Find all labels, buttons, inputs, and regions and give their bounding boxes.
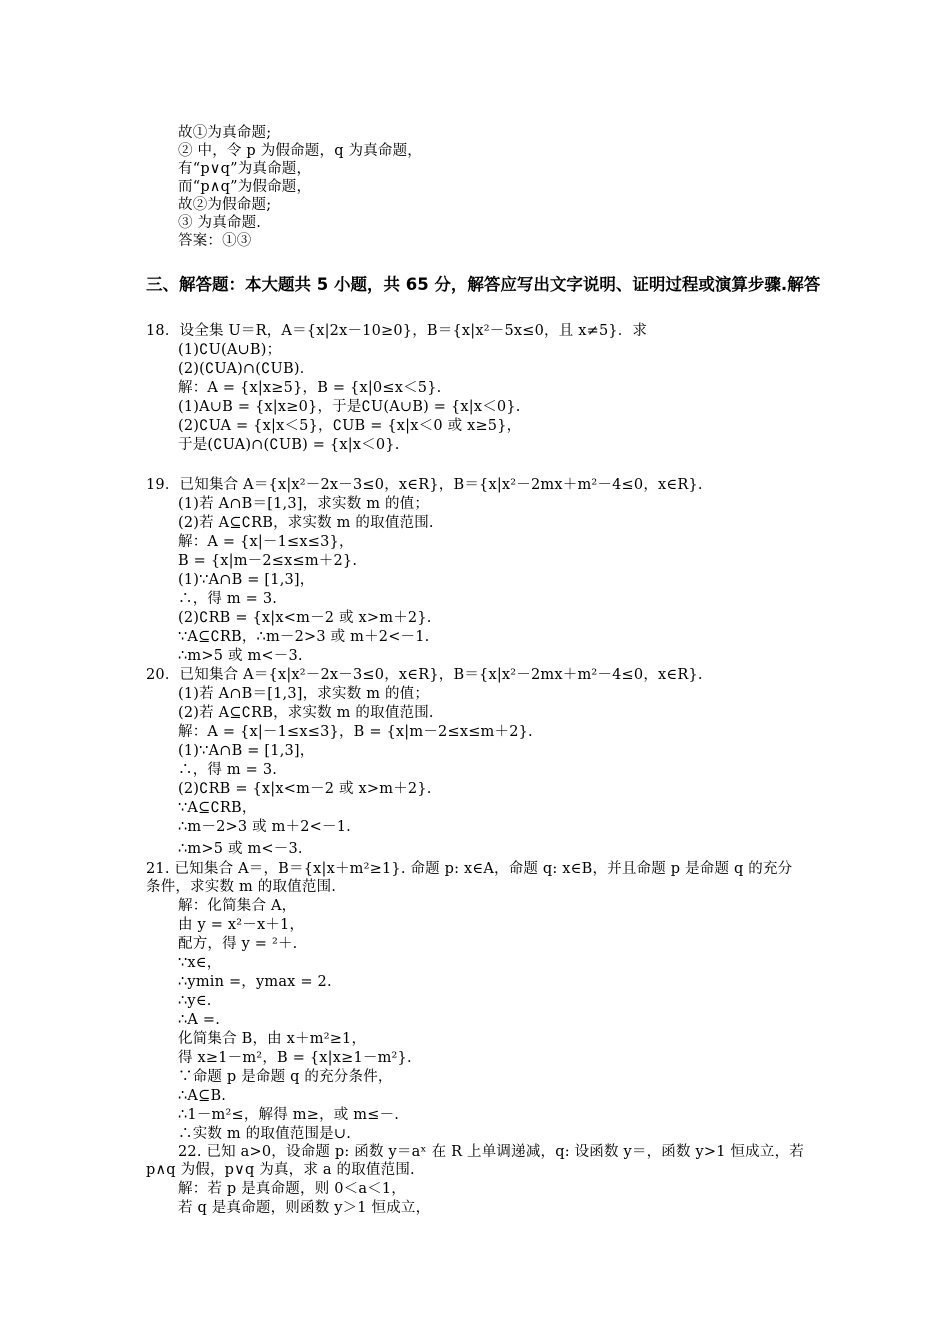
- q20-line: (1)若 A∩B＝[1,3]，求实数 m 的值；: [178, 686, 430, 702]
- intro-line: 故②为假命题;: [178, 197, 272, 213]
- q18-line: 解：A = {x|x≥5}，B = {x|0≤x＜5}.: [178, 380, 442, 396]
- q18-line: (1)A∪B = {x|x≥0}，于是∁U(A∪B) = {x|x＜0}.: [178, 399, 521, 415]
- q22-line: 若 q 是真命题，则函数 y＞1 恒成立，: [178, 1200, 431, 1216]
- q20-line: (2)若 A⊆∁RB，求实数 m 的取值范围.: [178, 705, 434, 721]
- q19-line: B = {x|m－2≤x≤m＋2}.: [178, 553, 358, 569]
- q21-line: 由 y = x²－x＋1，: [178, 917, 305, 933]
- q20-line: (1)∵A∩B = [1,3]，: [178, 743, 315, 759]
- q19-line: (1)若 A∩B＝[1,3]，求实数 m 的值；: [178, 496, 430, 512]
- q19-line: 解：A = {x|－1≤x≤3}，: [178, 534, 354, 550]
- q21-line: ∴A =.: [178, 1012, 221, 1028]
- q19-line: ∴，得 m = 3.: [178, 591, 278, 607]
- q20-stem: 20．已知集合 A＝{x|x²－2x－3≤0，x∈R}，B＝{x|x²－2mx＋m²－4≤0，x∈R}.: [146, 667, 703, 683]
- q18-line: (1)∁U(A∪B)；: [178, 342, 282, 358]
- q21-line: ∵x∈，: [178, 955, 222, 971]
- intro-line: 而“p∧q”为假命题，: [178, 179, 312, 195]
- q19-line: (2)∁RB = {x|x<m－2 或 x>m＋2}.: [178, 610, 432, 626]
- q18-line: (2)∁UA = {x|x＜5}，∁UB = {x|x＜0 或 x≥5}，: [178, 418, 522, 434]
- intro-line: 有“p∨q”为真命题，: [178, 161, 312, 177]
- section-heading: 三、解答题：本大题共 5 小题，共 65 分，解答应写出文字说明、证明过程或演算步骤.解答: [146, 275, 821, 294]
- intro-line: ② 中，令 p 为假命题，q 为真命题，: [178, 143, 422, 159]
- q21-line: ∵命题 p 是命题 q 的充分条件，: [178, 1069, 393, 1085]
- q21-line: ∴1－m²≤，解得 m≥，或 m≤－.: [178, 1107, 400, 1123]
- q21-line: 得 x≥1－m²，B = {x|x≥1－m²}.: [178, 1050, 412, 1066]
- q19-line: ∴m>5 或 m<－3.: [178, 648, 303, 664]
- q19-line: (2)若 A⊆∁RB，求实数 m 的取值范围.: [178, 515, 434, 531]
- q21-line: ∴ymin =，ymax = 2.: [178, 974, 332, 990]
- q19-line: (1)∵A∩B = [1,3]，: [178, 572, 315, 588]
- q18-line: (2)(∁UA)∩(∁UB)．: [178, 361, 315, 377]
- q20-line: ∴，得 m = 3.: [178, 762, 278, 778]
- q21-line: 配方，得 y = ²＋.: [178, 936, 298, 952]
- q21-line: 解：化简集合 A，: [178, 898, 297, 914]
- answer-line: 答案：①③: [178, 233, 252, 249]
- q21-line: ∴y∈.: [178, 993, 212, 1009]
- intro-line: 故①为真命题;: [178, 125, 272, 141]
- q22-stem: 22. 已知 a>0，设命题 p: 函数 y＝aˣ 在 R 上单调递减，q: 设函数 y＝，函数 y>1 恒成立，若 p∧q 为假，p∨q 为真，求 a 的取值范围.: [146, 1144, 804, 1178]
- q21-stem: 21. 已知集合 A＝，B＝{x|x＋m²≥1}. 命题 p: x∈A，命题 q: x∈B，并且命题 p 是命题 q 的充分条件，求实数 m 的取值范围.: [146, 861, 793, 895]
- q21-line: ∴实数 m 的取值范围是∪.: [178, 1126, 352, 1142]
- q22-line: 解：若 p 是真命题，则 0＜a＜1，: [178, 1181, 407, 1197]
- q20-line: 解：A = {x|－1≤x≤3}，B = {x|m－2≤x≤m＋2}.: [178, 724, 533, 740]
- q20-line: ∴m>5 或 m<－3.: [178, 841, 303, 857]
- q19-line: ∵A⊆∁RB，∴m－2>3 或 m＋2<－1.: [178, 629, 430, 645]
- q20-line: (2)∁RB = {x|x<m－2 或 x>m＋2}.: [178, 781, 432, 797]
- q21-line: 化简集合 B，由 x＋m²≥1，: [178, 1031, 367, 1047]
- intro-line: ③ 为真命题.: [178, 215, 262, 231]
- q21-line: ∴A⊆B.: [178, 1088, 227, 1104]
- q20-line: ∴m－2>3 或 m＋2<－1.: [178, 819, 351, 835]
- q20-line: ∵A⊆∁RB，: [178, 800, 257, 816]
- q18-stem: 18．设全集 U＝R，A＝{x|2x－10≥0}，B＝{x|x²－5x≤0，且 x≠5}．求: [146, 323, 648, 339]
- q18-line: 于是(∁UA)∩(∁UB) = {x|x＜0}.: [178, 437, 400, 453]
- q19-stem: 19．已知集合 A＝{x|x²－2x－3≤0，x∈R}，B＝{x|x²－2mx＋m²－4≤0，x∈R}.: [146, 477, 703, 493]
